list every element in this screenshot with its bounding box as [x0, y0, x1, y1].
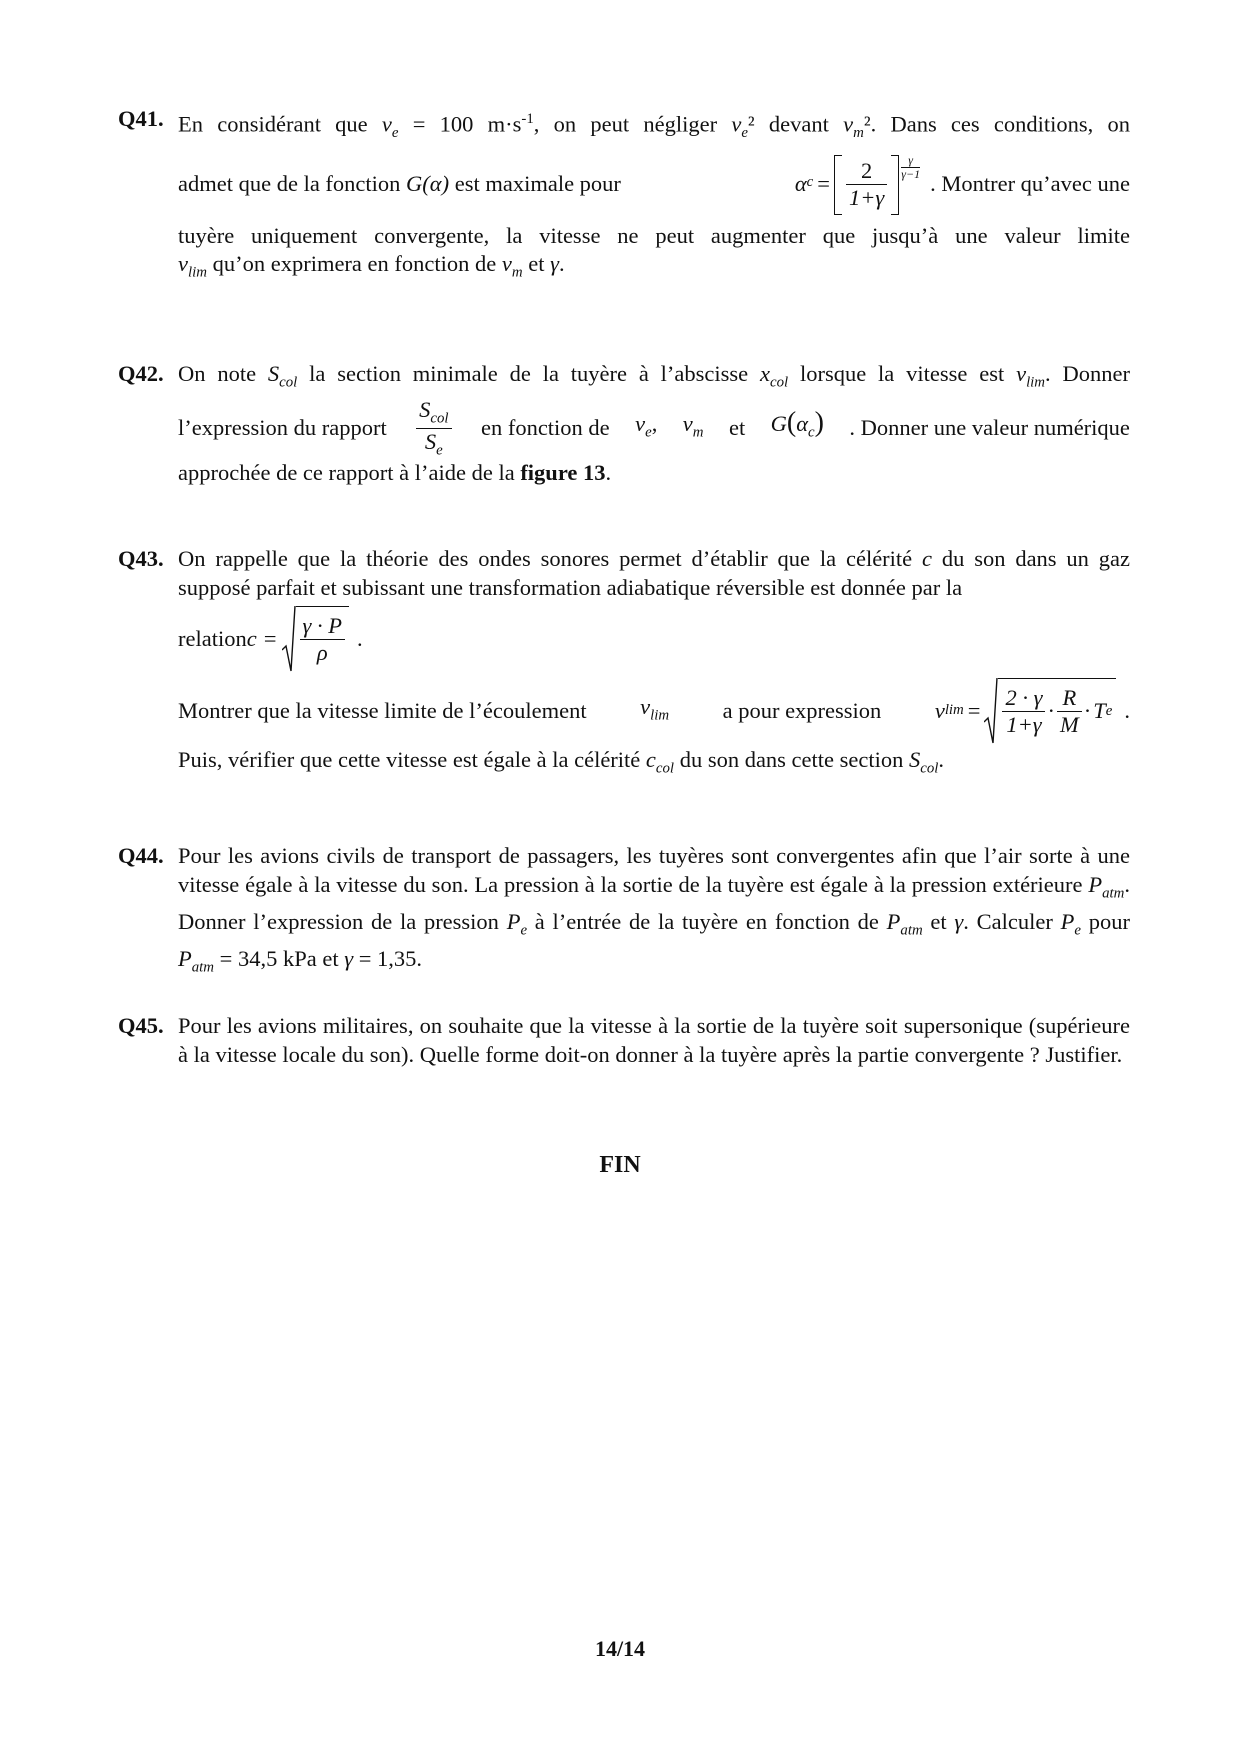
q43-sqrt2 [984, 678, 1116, 744]
q43-dot: . [357, 625, 363, 651]
radical-sign [984, 678, 998, 744]
q41-text: . Montrer qu’avec une [930, 171, 1130, 197]
q44-P: P [1060, 908, 1075, 934]
q41-bracket-expr [834, 155, 920, 215]
q44-P: P [1088, 871, 1103, 897]
q41-square: ² [747, 111, 755, 137]
q41-gamma: γ [550, 251, 559, 276]
q41-alpha-c: α [794, 171, 807, 197]
q42-frac-num: S [419, 396, 431, 422]
q45-body [178, 1012, 1130, 1069]
q41-text: admet que de la fonction [178, 171, 407, 197]
q44-sub: e [520, 922, 528, 938]
q44-text: Pour les avions civils de transport de passagers, les tuyères sont convergentes afin que l’air sorte à une vitesse égale à la vitesse du son. La pression à la sortie de la tuyère est égale à la pression extérieure [178, 843, 1130, 897]
q44-sub: atm [191, 959, 215, 975]
q43-Scol: S [909, 747, 921, 772]
q43-f1-den: 1+γ [1006, 712, 1042, 737]
left-bracket [834, 155, 842, 215]
q43-label: Q43. [118, 546, 164, 571]
q42-vm: v [682, 410, 693, 436]
q42-body [178, 360, 1130, 488]
q43-c: c [922, 546, 933, 571]
q41-equals: = [817, 171, 830, 197]
q44-body [178, 842, 1130, 982]
q41-text: En considérant que [178, 111, 382, 137]
q41-exp-num: γ [901, 154, 920, 168]
q44-gamma: γ [344, 945, 354, 971]
right-bracket [891, 155, 899, 215]
q44-text: = 1,35. [353, 945, 423, 971]
q41-vm: v [501, 251, 512, 276]
q44-P: P [506, 908, 521, 934]
q42-paren-close: ) [814, 407, 824, 438]
q42-sub: col [279, 374, 298, 391]
q41-sub: e [741, 125, 748, 141]
q41-exp-den: γ−1 [901, 167, 921, 181]
q43-text: Puis, vérifier que cette vitesse est égale à la célérité [178, 747, 646, 772]
q43-sub: col [655, 760, 675, 777]
q42-sub: col [770, 374, 789, 391]
q41-sub: c [806, 174, 814, 190]
q41-frac-num: 2 [846, 158, 887, 185]
q44-text: . Calculer [963, 908, 1061, 934]
q41-text: devant [754, 111, 844, 137]
q42-figure-ref: figure 13 [520, 460, 606, 485]
q44-text: à l’entrée de la tuyère en fonction de [527, 908, 887, 934]
q43-dot-op: · [1083, 698, 1092, 724]
question-q42 [118, 360, 1130, 488]
q41-text: . Dans ces conditions, on [870, 111, 1130, 137]
q44-sub: atm [900, 922, 923, 938]
q42-text: approchée de ce rapport à l’aide de la [178, 460, 521, 485]
q45-label: Q45. [118, 1013, 164, 1038]
q43-sqrt-num: γ · P [300, 613, 346, 640]
q42-ratio [416, 397, 451, 459]
q42-text: . [605, 460, 612, 485]
q41-vm: v [843, 111, 854, 137]
q41-text: et [522, 251, 551, 276]
q44-sub: atm [1102, 885, 1125, 901]
question-q45 [118, 1012, 1130, 1069]
q41-exponent [901, 154, 920, 181]
q42-frac-den: S [424, 428, 437, 454]
q43-text: Montrer que la vitesse limite de l’écoulement [178, 697, 587, 723]
q44-P: P [886, 908, 901, 934]
q43-sub: col [920, 760, 939, 777]
q41-body [178, 105, 1130, 287]
q43-sqrt-den: ρ [316, 640, 328, 665]
q42-sub: c [808, 424, 815, 441]
q43-sub: lim [944, 701, 964, 718]
q42-alpha: α [796, 411, 809, 436]
radical-sign [282, 606, 296, 672]
q43-f2-den: M [1059, 712, 1079, 737]
q42-text: la section minimale de la tuyère à l’abscisse [297, 361, 760, 386]
q41-text: tuyère uniquement convergente, la vitesse ne peut augmenter que jusqu’à une valeur limite [178, 222, 1130, 248]
q43-vlim2: v [934, 697, 945, 723]
q41-frac-den: 1+γ [848, 185, 885, 210]
q41-fraction [846, 158, 887, 211]
q41-ve: v [381, 111, 392, 137]
q42-text: l’expression du rapport [178, 414, 387, 440]
q44-text: pour [1080, 908, 1130, 934]
q41-text: est maximale pour [449, 171, 621, 197]
q43-Te: T [1093, 698, 1106, 724]
q43-f2-num: R [1057, 685, 1082, 712]
q44-sub: e [1074, 922, 1081, 938]
q41-label: Q41. [118, 106, 164, 131]
q42-text: lorsque la vitesse est [788, 361, 1017, 386]
q43-sqrt [282, 606, 350, 672]
q43-text: . [938, 747, 945, 772]
q41-text: . [558, 251, 565, 276]
q43-body [178, 545, 1130, 783]
q42-sub: lim [1026, 374, 1046, 391]
q41-sub: m [853, 125, 864, 141]
q42-text: . Donner [1045, 361, 1130, 386]
q43-text: a pour expression [722, 697, 882, 723]
q42-S: S [267, 361, 280, 386]
q43-equals: = [967, 697, 981, 723]
q43-text: relation [178, 625, 247, 651]
q43-vlim: v [640, 693, 651, 719]
q41-text: = 100 m·s [398, 111, 522, 137]
question-q44 [118, 842, 1130, 982]
q43-sub: e [1105, 703, 1113, 720]
q42-label: Q42. [118, 361, 164, 386]
q41-sub: e [391, 125, 399, 141]
q41-ve2: v [731, 111, 742, 137]
q42-text: . Donner une valeur numérique [849, 414, 1130, 440]
q42-v: v [1016, 361, 1027, 386]
q43-c-eq: c = [246, 625, 278, 651]
q44-text: et [922, 908, 955, 934]
q43-text: du son dans cette section [674, 747, 910, 772]
q44-P: P [178, 945, 192, 971]
q42-text: et [728, 414, 746, 440]
q41-text: , on peut négliger [533, 111, 732, 137]
q42-x: x [760, 361, 770, 386]
q42-paren-open: ( [786, 407, 797, 438]
q43-text: On rappelle que la théorie des ondes sonores permet d’établir que la célérité [178, 546, 923, 571]
q43-sub: lim [650, 707, 670, 723]
q41-sub: m [511, 264, 523, 281]
q42-G: G [770, 411, 787, 436]
q42-ve: v [635, 410, 646, 436]
q41-sup: -1 [521, 111, 534, 127]
q42-text: en fonction de [480, 414, 610, 440]
page-number: 14/14 [594, 1636, 646, 1661]
end-marker: FIN [599, 1152, 641, 1178]
q42-sub: col [430, 410, 449, 427]
q41-sub: lim [188, 264, 207, 281]
q43-ccol: c [645, 747, 656, 772]
q45-text: Pour les avions militaires, on souhaite que la vitesse à la sortie de la tuyère soit supersonique (supérieure à la vitesse locale du son). Quelle forme doit-on donner à la tuyère après la partie convergente ? Justifier. [178, 1013, 1130, 1067]
q43-dot-op: · [1047, 698, 1055, 724]
q42-text: On note [178, 361, 268, 386]
q44-text: . Donner l’expression de la pression [178, 871, 1130, 934]
q41-text: qu’on exprimera en fonction de [206, 251, 502, 276]
q44-label: Q44. [118, 843, 164, 868]
q43-text: du son dans un gaz supposé parfait et subissant une transformation adiabatique réversible est donnée par la [178, 546, 1130, 600]
question-q43 [118, 545, 1130, 783]
q41-square: ² [863, 111, 871, 137]
q43-f1-num: 2 · γ [1002, 685, 1045, 712]
q42-sub: m [692, 424, 704, 440]
question-q41 [118, 105, 1130, 287]
q41-vlim: v [178, 251, 188, 276]
q43-dot: . [1124, 697, 1130, 723]
q44-gamma: γ [954, 908, 964, 934]
q42-sub: e [436, 442, 443, 458]
q44-text: = 34,5 kPa et [214, 945, 345, 971]
q42-sub: e [645, 424, 652, 440]
q41-G-alpha: G(α) [406, 171, 450, 197]
q42-comma: , [651, 410, 658, 436]
